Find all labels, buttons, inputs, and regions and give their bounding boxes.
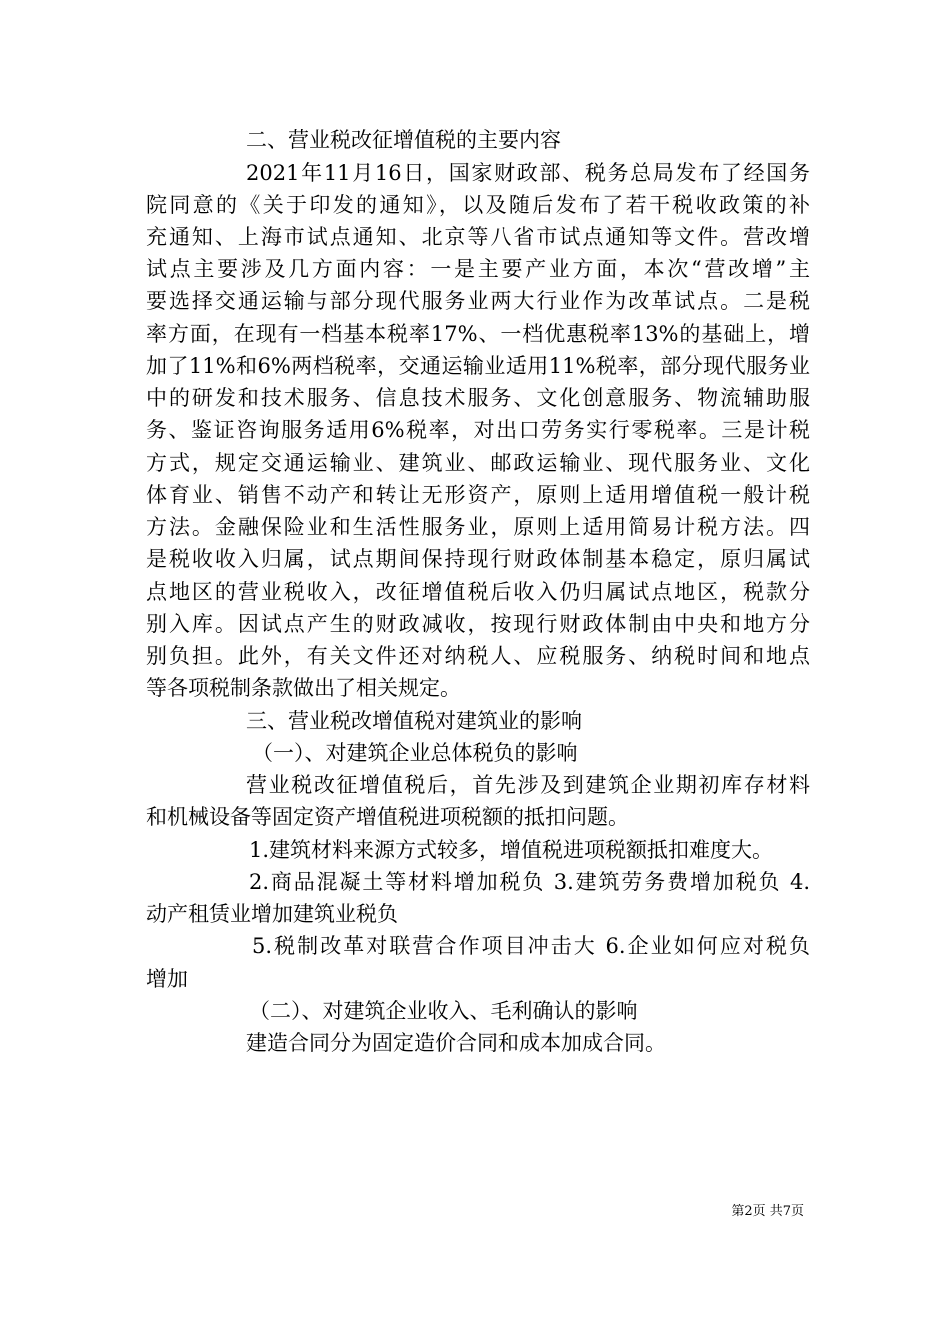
section-heading-2: 二、营业税改征增值税的主要内容 — [246, 128, 561, 152]
paragraph-line: 中的研发和技术服务、信息技术服务、文化创意服务、物流辅助服 — [146, 386, 810, 410]
paragraph-line: 2021年11月16日，国家财政部、税务总局发布了经国务 — [246, 161, 810, 185]
paragraph-line: 充通知、上海市试点通知、北京等八省市试点通知等文件。营改增 — [146, 225, 810, 249]
paragraph-line: 别入库。因试点产生的财政减收，按现行财政体制由中央和地方分 — [146, 612, 810, 636]
paragraph-line: 点地区的营业税收入，改征增值税后收入仍归属试点地区，税款分 — [146, 580, 810, 604]
paragraph-line: 营业税改征增值税后，首先涉及到建筑企业期初库存材料 — [246, 773, 810, 797]
paragraph-line: 加了11%和6%两档税率，交通运输业适用11%税率，部分现代服务业 — [146, 354, 810, 378]
subsection-heading-2: （二）、对建筑企业收入、毛利确认的影响 — [249, 999, 638, 1023]
subsection-heading-1: （一）、对建筑企业总体税负的影响 — [252, 741, 578, 765]
paragraph-line: 务、鉴证咨询服务适用6%税率，对出口劳务实行零税率。三是计税 — [146, 418, 810, 442]
paragraph-line: 是税收收入归属，试点期间保持现行财政体制基本稳定，原归属试 — [146, 547, 810, 571]
paragraph-line: 和机械设备等固定资产增值税进项税额的抵扣问题。 — [146, 805, 629, 829]
paragraph-line: 要选择交通运输与部分现代服务业两大行业作为改革试点。二是税 — [146, 289, 810, 313]
list-item-continuation: 动产租赁业增加建筑业税负 — [146, 902, 398, 926]
paragraph-line: 建造合同分为固定造价合同和成本加成合同。 — [246, 1031, 666, 1055]
paragraph-line: 试点主要涉及几方面内容：一是主要产业方面，本次“营改增”主 — [146, 257, 810, 281]
paragraph-line: 方法。金融保险业和生活性服务业，原则上适用简易计税方法。四 — [146, 515, 810, 539]
page-number-footer: 第2页 共7页 — [731, 1204, 804, 1219]
list-item: 2.商品混凝土等材料增加税负 3.建筑劳务费增加税负 4. — [249, 870, 810, 894]
paragraph-line: 体育业、销售不动产和转让无形资产，原则上适用增值税一般计税 — [146, 483, 810, 507]
list-item: 5.税制改革对联营合作项目冲击大 6.企业如何应对税负 — [252, 934, 810, 958]
paragraph-line: 方式，规定交通运输业、建筑业、邮政运输业、现代服务业、文化 — [146, 451, 810, 475]
section-heading-3: 三、营业税改增值税对建筑业的影响 — [246, 709, 582, 733]
paragraph-line: 率方面，在现有一档基本税率17%、一档优惠税率13%的基础上，增 — [146, 322, 810, 346]
paragraph-line: 别负担。此外，有关文件还对纳税人、应税服务、纳税时间和地点 — [146, 644, 810, 668]
paragraph-line: 院同意的《关于印发的通知》，以及随后发布了若干税收政策的补 — [146, 193, 810, 217]
list-item: 1.建筑材料来源方式较多，增值税进项税额抵扣难度大。 — [249, 838, 774, 862]
list-item-continuation: 增加 — [146, 967, 188, 991]
paragraph-line: 等各项税制条款做出了相关规定。 — [146, 676, 461, 700]
